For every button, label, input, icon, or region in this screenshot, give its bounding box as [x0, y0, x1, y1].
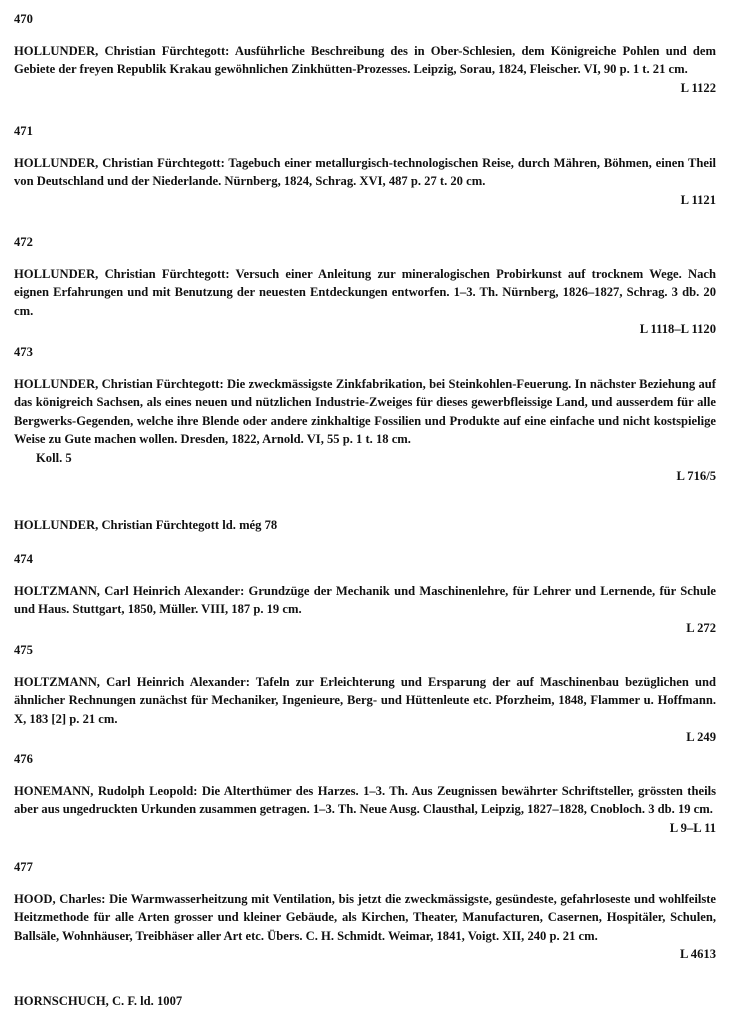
entry-description: HOLLUNDER, Christian Fürchtegott: Ausführliche Beschreibung des in Ober-Schlesien, dem Königreiche Pohlen und dem Gebiete der freyen Republik Krakau gewöhnlichen Zinkhütten-Prozesses. Leipzig, Sorau, 1824, Fleischer. VI, 90 p. 1 t. 21 cm. — [14, 43, 716, 76]
entry-number: 472 — [14, 235, 33, 249]
cross-reference-hornschuch — [14, 992, 716, 1011]
shelfmark: L 1118–L 1120 — [639, 322, 716, 336]
shelfmark: L 1121 — [680, 192, 716, 207]
catalog-entry-475 — [14, 641, 716, 747]
cross-reference-text: HORNSCHUCH, C. F. ld. 1007 — [14, 994, 183, 1008]
entry-description: HOLLUNDER, Christian Fürchtegott: Tagebuch einer metallurgisch-technologischen Reise, durch Mähren, Böhmen, einen Theil von Deutschland und der Niederlande. Nürnberg, 1824, Schrag. XVI, 487 p. 27 t. 20 cm. — [14, 155, 716, 188]
collection-note: Koll. 5 — [36, 450, 72, 465]
shelfmark: L 272 — [686, 620, 716, 635]
entry-number: 473 — [14, 345, 33, 359]
entry-description: HOOD, Charles: Die Warmwasserheitzung mit Ventilation, bis jetzt die zweckmässigste, gesündeste, gefahrloseste und wohlfeilste Heitzmethode für alle Arten grosser und kleiner Gebäude, als Kirchen, Theater, Manufacturen, Casernen, Hospitäler, Schulen, Ballsäle, Wohnhäuser, Treibhäser aller Art etc. Übers. C. H. Schmidt. Weimar, 1841, Voigt. XII, 240 p. 21 cm. — [14, 891, 716, 943]
catalog-entry-477 — [14, 858, 716, 964]
entry-description: HOLLUNDER, Christian Fürchtegott: Die zweckmässigste Zinkfabrikation, bei Steinkohlen-Feuerung. In nächster Beziehung auf das königreich Sachsen, als eines neuen und nützlichen Industrie-Zweiges für dieses gewerbfleissige Land, und ausserdem für alle Bergwerks-Gegenden, welche ihre Blende oder andere zinkhaltige Fossilien und Produkte auf eine einfache und nicht kostspielige Weise zu Gute machen wollen. Dresden, 1822, Arnold. VI, 55 p. 1 t. 18 cm. — [14, 376, 716, 446]
catalog-entry-474 — [14, 550, 716, 637]
shelfmark: L 716/5 — [676, 469, 716, 483]
entry-description: HOLTZMANN, Carl Heinrich Alexander: Tafeln zur Erleichterung und Ersparung der auf Maschinenbau bezüglichen und ähnlicher Rechnungen zunächst für Mechaniker, Ingenieure, Berg- und Hüttenleute etc. Pforzheim, 1848, Flammer u. Hoffmann. X, 183 [2] p. 21 cm. — [14, 674, 716, 726]
catalog-entry-476 — [14, 750, 716, 837]
entry-number: 477 — [14, 860, 33, 874]
entry-number: 474 — [14, 552, 33, 566]
entry-description: HOLTZMANN, Carl Heinrich Alexander: Grundzüge der Mechanik und Maschinenlehre, für Lehrer und Lernende, für Schule und Haus. Stuttgart, 1850, Müller. VIII, 187 p. 19 cm. — [14, 583, 716, 616]
catalog-entry-471 — [14, 122, 716, 209]
cross-reference-text: HOLLUNDER, Christian Fürchtegott ld. még 78 — [14, 518, 278, 532]
shelfmark: L 9–L 11 — [669, 820, 716, 835]
entry-number: 471 — [14, 124, 33, 138]
shelfmark: L 1122 — [680, 80, 716, 95]
catalog-entry-470 — [14, 10, 716, 97]
shelfmark: L 249 — [686, 730, 716, 744]
entry-number: 476 — [14, 752, 33, 766]
catalog-entry-473 — [14, 343, 716, 486]
entry-number: 475 — [14, 643, 33, 657]
cross-reference-hollunder — [14, 516, 716, 535]
entry-description: HONEMANN, Rudolph Leopold: Die Alterthümer des Harzes. 1–3. Th. Aus Zeugnissen bewährter Schriftsteller, grössten theils aber aus ungedruckten Urkunden zusammen getragen. 1–3. Th. Neue Ausg. Clausthal, Leipzig, 1827–1828, Cnobloch. 3 db. 19 cm. — [14, 783, 716, 816]
shelfmark: L 4613 — [679, 947, 716, 961]
entry-number: 470 — [14, 12, 33, 26]
entry-description: HOLLUNDER, Christian Fürchtegott: Versuch einer Anleitung zur mineralogischen Probirkunst auf trocknem Wege. Nach eignen Erfahrungen und mit Benutzung der neuesten Entdeckungen entworfen. 1–3. Th. Nürnberg, 1826–1827, Schrag. 3 db. 20 cm. — [14, 266, 716, 318]
catalog-entry-472 — [14, 233, 716, 339]
